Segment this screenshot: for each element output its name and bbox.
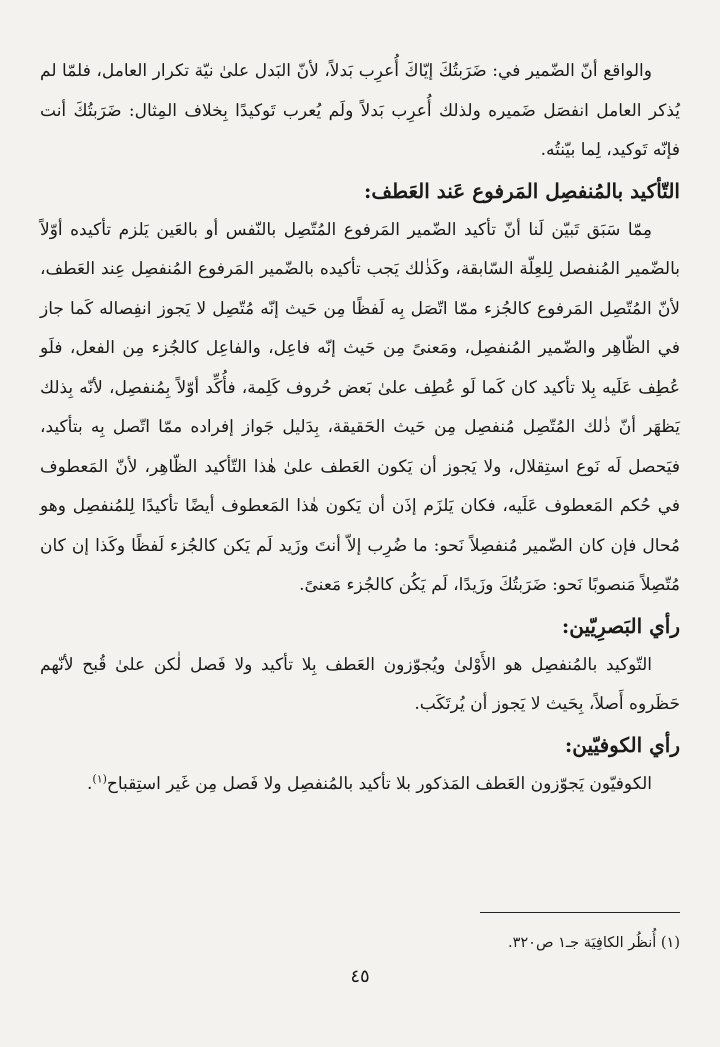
section-heading-kufan-view: رأي الكوفيّين: (564, 732, 680, 757)
paragraph-3: التّوكيد بالمُنفصِل هو الأَوْلىٰ ويُجوّزون العَطف بِلا تأكيد ولا فَصل لٰكن علىٰ قُبح لأنّهم حَظَروه أَصلاً، بِحَيث لا يَجوز أن يُرتَكَب. (40, 654, 680, 714)
paragraph-1: والواقع أنّ الضّمير في: ضَرَبتُكَ إيّاكَ أُعرِب بَدلاً، لأنّ البَدل علىٰ نيّة تكرار العامل، فلمّا لم يُذكر العامل انفصَل ضَميره ولذلك أُعرِب بَدلاً ولَم يُعرب تَوكيدًا بِخلاف المِثال: ضَرَبتُكَ أنت فإنّه تَوكيد، لِما بيّنتُه. (40, 61, 680, 160)
paragraph-4-text: الكوفيّون يَجوّزون العَطف المَذكور بلا تأكيد بالمُنفصِل ولا فَصل مِن غَير استِقباح (106, 773, 652, 794)
section-heading-emphatic-conjunction: التّأكيد بالمُنفصِل المَرفوع عَند العَطف: (364, 178, 680, 203)
page-body (40, 52, 680, 804)
paragraph-4-tail: . (86, 773, 93, 794)
footnote-divider (480, 912, 680, 913)
section-heading-basran-view: رأي البَصرِيّين: (561, 613, 680, 638)
page-number: ٤٥ (350, 966, 370, 987)
footnote: (١) أُنظُر الكافِيَة جـ١ ص٣٢٠. (508, 935, 680, 951)
footnote-mark: (١) (92, 771, 107, 785)
paragraph-2: مِمّا سَبَق تَبيّن لَنا أنّ تأكيد الضّمير المَرفوع المُتّصِل بالنّفس أو بالعَين يَلزم تأكيده أوّلاً بالضّمير المُنفصل لِلعِلّة السّابقة، وكَذٰلك يَجب تأكيده بالضّمير المَرفوع المُنفصِل عِند العَطف، لأنّ المُتّصِل المَرفوع كالجُزء ممّا اتّصَل بِه لَفظًا مِن حَيث إنّه مُتّصِل لا يَجوز انفِصاله كَما جاز في الظّاهِر والضّمير المُنفصِل، ومَعنىً مِن حَيث إنّه فاعِل، والفاعِل كالجُزء مِن الفعل، فلَو عُطِف عَلَيه بِلا تأكيد كان كَما لَو عُطِف علىٰ بَعض حُروف كَلِمة، فأُكِّد أوّلاً بِمُنفصِل، لأنّه بِذلك يَظهَر أنّ ذٰلك المُتّصِل مُنفصِل مِن حَيث الحَقيقة، بِدَليل جَواز إفراده ممّا اتّصل بِه بتأكيد، فيَحصل لَه نَوع استِقلال، ولا يَجوز أن يَكون العَطف علىٰ هٰذا التّأكيد الظّاهِر، لأنّ المَعطوف في حُكم المَعطوف عَلَيه، فكان يَلزَم إذَن أن يَكون هٰذا المَعطوف أيضًا تأكيدًا لِلمُنفصِل وهو مُحال فإن كان الضّمير مُنفصِلاً نَحو: ما ضُرِب إلاّ أنتَ وزَيد لَم يَكن كالجُزء لَفظًا وكَذا إن كان مُتّصِلاً مَنصوبًا نَحو: ضَرَبتُكَ وزَيدًا، لَم يَكُن كالجُزء مَعنىً. (40, 219, 680, 595)
paragraph-4 (40, 765, 680, 805)
